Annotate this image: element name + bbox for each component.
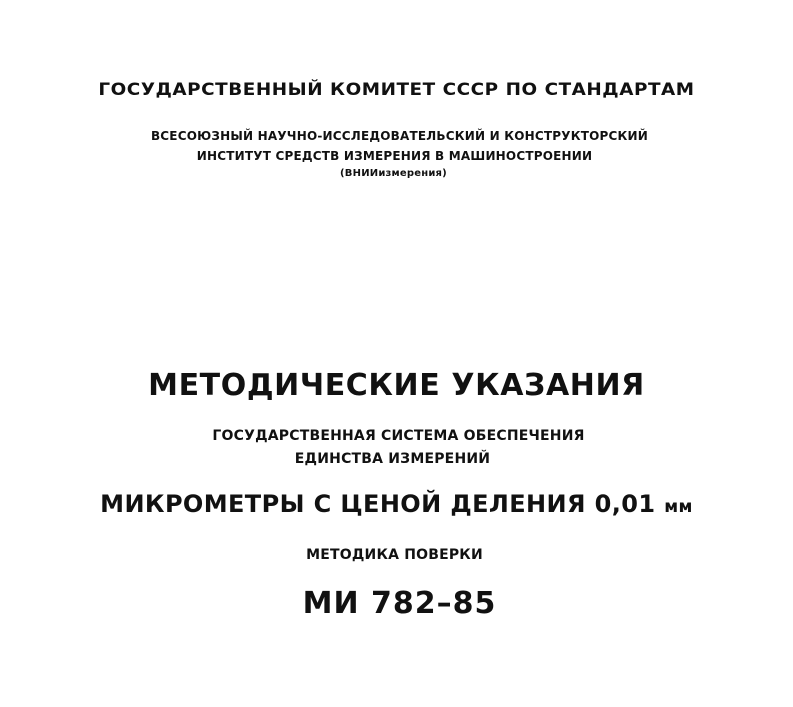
document-title <box>0 490 793 518</box>
institute-abbreviation: (ВНИИизмерения) <box>340 168 447 179</box>
institute-name-line2: ИНСТИТУТ СРЕДСТВ ИЗМЕРЕНИЯ В МАШИНОСТРОЕНИИ <box>196 149 593 163</box>
method-subtitle: МЕТОДИКА ПОВЕРКИ <box>306 547 483 563</box>
institute-name-line1: ВСЕСОЮЗНЫЙ НАУЧНО-ИССЛЕДОВАТЕЛЬСКИЙ И КОНСТРУКТОРСКИЙ <box>150 129 649 143</box>
document-title-text: МИКРОМЕТРЫ С ЦЕНОЙ ДЕЛЕНИЯ 0,01 <box>100 490 656 518</box>
committee-name: ГОСУДАРСТВЕННЫЙ КОМИТЕТ СССР ПО СТАНДАРТАМ <box>98 80 695 100</box>
system-name-line2: ЕДИНСТВА ИЗМЕРЕНИЙ <box>294 451 491 467</box>
system-name-line1: ГОСУДАРСТВЕННАЯ СИСТЕМА ОБЕСПЕЧЕНИЯ <box>212 428 585 444</box>
document-title-unit: мм <box>664 497 693 517</box>
document-type: МЕТОДИЧЕСКИЕ УКАЗАНИЯ <box>148 368 645 403</box>
document-code: МИ 782–85 <box>302 586 497 621</box>
